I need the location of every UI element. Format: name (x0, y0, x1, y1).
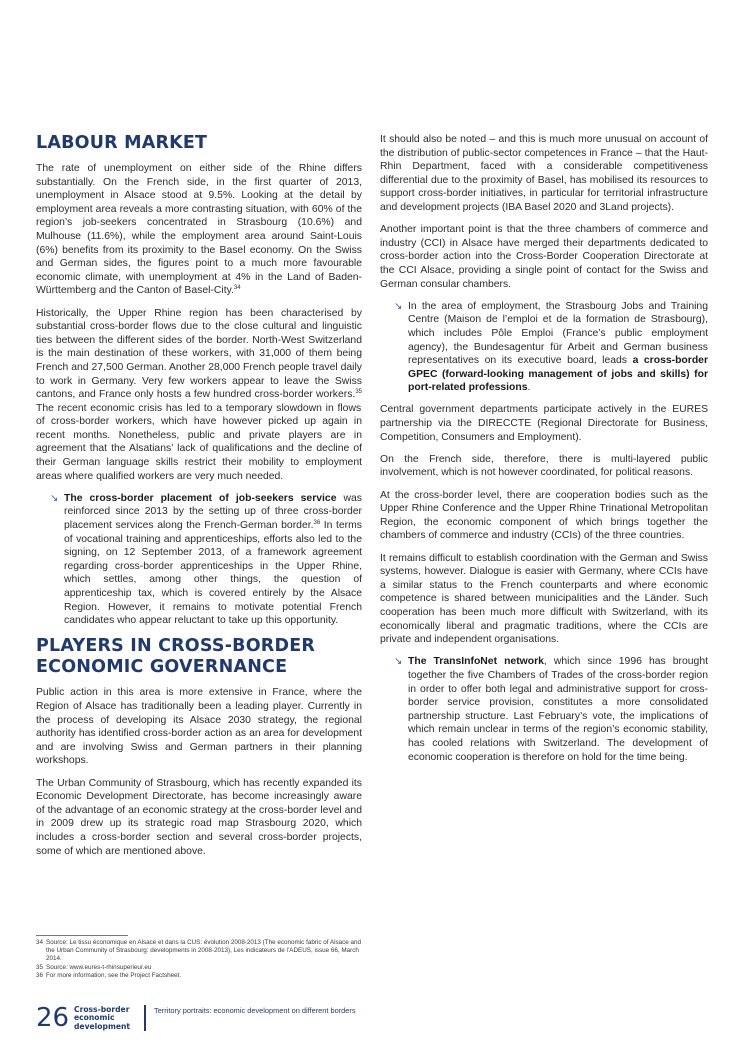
arrow-down-right-icon: ↘ (394, 656, 403, 668)
arrow-down-right-icon: ↘ (394, 300, 403, 312)
paragraph: It remains difficult to establish coordination with the German and Swiss systems, however. Dialogue is easier with Germany, where CCIs have a similar status to the French counterparts and where economic competence is shared between municipalities and the Länder. Such cooperation has been much more difficult with Switzerland, with its economically liberal and pragmatic traditions, where the CCIs are private and independent organisations. (380, 552, 708, 646)
paragraph: Historically, the Upper Rhine region has been characterised by substantial cross-border flows due to the close cultural and linguistic ties between the different sides of the border. North-West Switzerland is the main destination of these workers, with 31,000 of them being French and 27,500 German. Another 28,000 French people travel daily to work in Germany. Very few workers appear to leave the Swiss cantons, and France only hosts a few hundred cross-border workers.$^{35}$ The recent economic crisis has led to a temporary slowdown in flows of cross-border workers, which have however picked up again in recent months. Nonetheless, public and private players are in agreement that the Alsatians’ lack of qualifications and the decline of their German language skills restrict their mobility to employment areas where qualified workers are very much needed. (36, 307, 362, 482)
arrow-down-right-icon: ↘ (50, 492, 59, 504)
paragraph: Public action in this area is more extensive in France, where the Region of Alsace has traditionally been a leading player. Currently in the process of developing its Alsace 2030 strategy, the regional authority has identified cross-border action as an area for development and are involving Swiss and German partners in their planning workshops. (36, 687, 362, 767)
page-number: 26 (36, 1003, 70, 1033)
heading-players-governance: PLAYERS IN CROSS-BORDER ECONOMIC GOVERNANCE (36, 636, 316, 678)
footnote: 36 For more information, see the Project Factsheet. (36, 971, 182, 979)
footer-tagline: Territory portraits: economic development on different borders (154, 1006, 356, 1015)
footnote-ref: 35 (355, 389, 362, 396)
footnote-divider (36, 935, 128, 936)
bullet-item: ↘ The TransInfoNet network, which since 1996 has brought together the five Chambers of Trades of the cross-border region in order to offer both legal and administrative support for cross-border service provision, constitutes a more consolidated partnership structure. Last February’s vote, the implications of which remain unclear in terms of the region’s economic stability, has cooled relations with Switzerland. The development of economic cooperation is therefore on hold for the time being. (394, 656, 708, 763)
bullet-item: ↘ In the area of employment, the Strasbourg Jobs and Training Centre (Maison de l’emploi et de la formation de Strasbourg), which includes Pôle Emploi (France’s public employment agency), the Bundesagentur für Arbeit and German business representatives on its executive board, leads a cross-border GPEC (forward-looking management of jobs and skills) for port-related professions. (394, 300, 708, 394)
left-column (36, 133, 362, 867)
footnotes (36, 935, 366, 980)
page-footer (36, 1003, 716, 1035)
heading-labour-market: LABOUR MARKET (36, 133, 208, 153)
paragraph: Another important point is that the three chambers of commerce and industry (CCI) in Alsace have merged their departments dedicated to cross-border action into the Cross-Border Cooperation Directorate at the CCI Alsace, providing a single point of contact for the Swiss and German consular chambers. (380, 224, 708, 290)
footnote-ref: 36 (313, 520, 321, 527)
paragraph: On the French side, therefore, there is multi-layered public involvement, which is not however coordinated, for political reasons. (380, 453, 708, 479)
paragraph: Central government departments participate actively in the EURES partnership via the DIRECCTE (Regional Directorate for Business, Competition, Consumers and Employment). (380, 404, 708, 443)
footnote: 35 Source: www.eures-t-rhinsuperieur.eu (36, 963, 152, 971)
paragraph: At the cross-border level, there are cooperation bodies such as the Upper Rhine Conference and the Upper Rhine Trinational Metropolitan Region, the economic component of which brings together the chambers of commerce and industry (CCIs) of the three countries. (380, 489, 708, 542)
paragraph: The Urban Community of Strasbourg, which has recently expanded its Economic Development Directorate, has become increasingly aware of the advantage of an economic strategy at the cross-border level and in 2009 drew up its strategic road map Strasbourg 2020, which includes a cross-border section and several cross-border projects, some of which are mentioned above. (36, 777, 362, 857)
footnote: 34 Source: Le tissu économique en Alsace et dans la CUS: évolution 2008-2013 (The economic fabric of Alsace and the Urban Community of Strasbourg: developments in 2008-2013), Les indicateurs de l’ADEUS, issue 66, March 2014. (36, 939, 362, 963)
right-column (380, 133, 708, 773)
paragraph: It should also be noted – and this is much more unusual on account of the distribution of public-sector competences in France – that the Haut-Rhin Department, faced with a considerable competitiveness differential due to the proximity of Basel, has mobilised its resources to support cross-border initiatives, in particular for territorial infrastructure and development projects (IBA Basel 2020 and 3Land projects). (380, 134, 708, 213)
footer-divider (144, 1005, 146, 1031)
publication-brand: Cross-border economic development (74, 1005, 131, 1031)
paragraph: The rate of unemployment on either side of the Rhine differs substantially. On the French side, in the first quarter of 2013, unemployment in Alsace stood at 9.5%. Looking at the detail by employment area reveals a more contrasting situation, with 60% of the region’s job-seekers concentrated in Strasbourg (10.6%) and Mulhouse (11.6%), while the employment area around Saint-Louis (6%) benefits from its proximity to the Basel economy. On the Swiss and German sides, the figures point to a much more favourable economic climate, with unemployment at 4% in the Land of Baden-Württemberg and the Canton of Basel-City.$^{34}$ (36, 163, 362, 297)
bullet-item: ↘ The cross-border placement of job-seekers service was reinforced since 2013 by the setting up of three cross-border placement services along the French-German border.$^{36}$ In terms of vocational training and apprenticeships, efforts also led to the signing, on 12 September 2013, of a framework agreement regarding cross-border apprenticeships in the Upper Rhine, which settles, among other things, the question of apprenticeship tax, which is covered entirely by the Alsace Region. However, it remains to motivate potential French candidates who appear reluctant to take up this opportunity. (50, 492, 362, 627)
footnote-ref: 34 (233, 285, 241, 292)
